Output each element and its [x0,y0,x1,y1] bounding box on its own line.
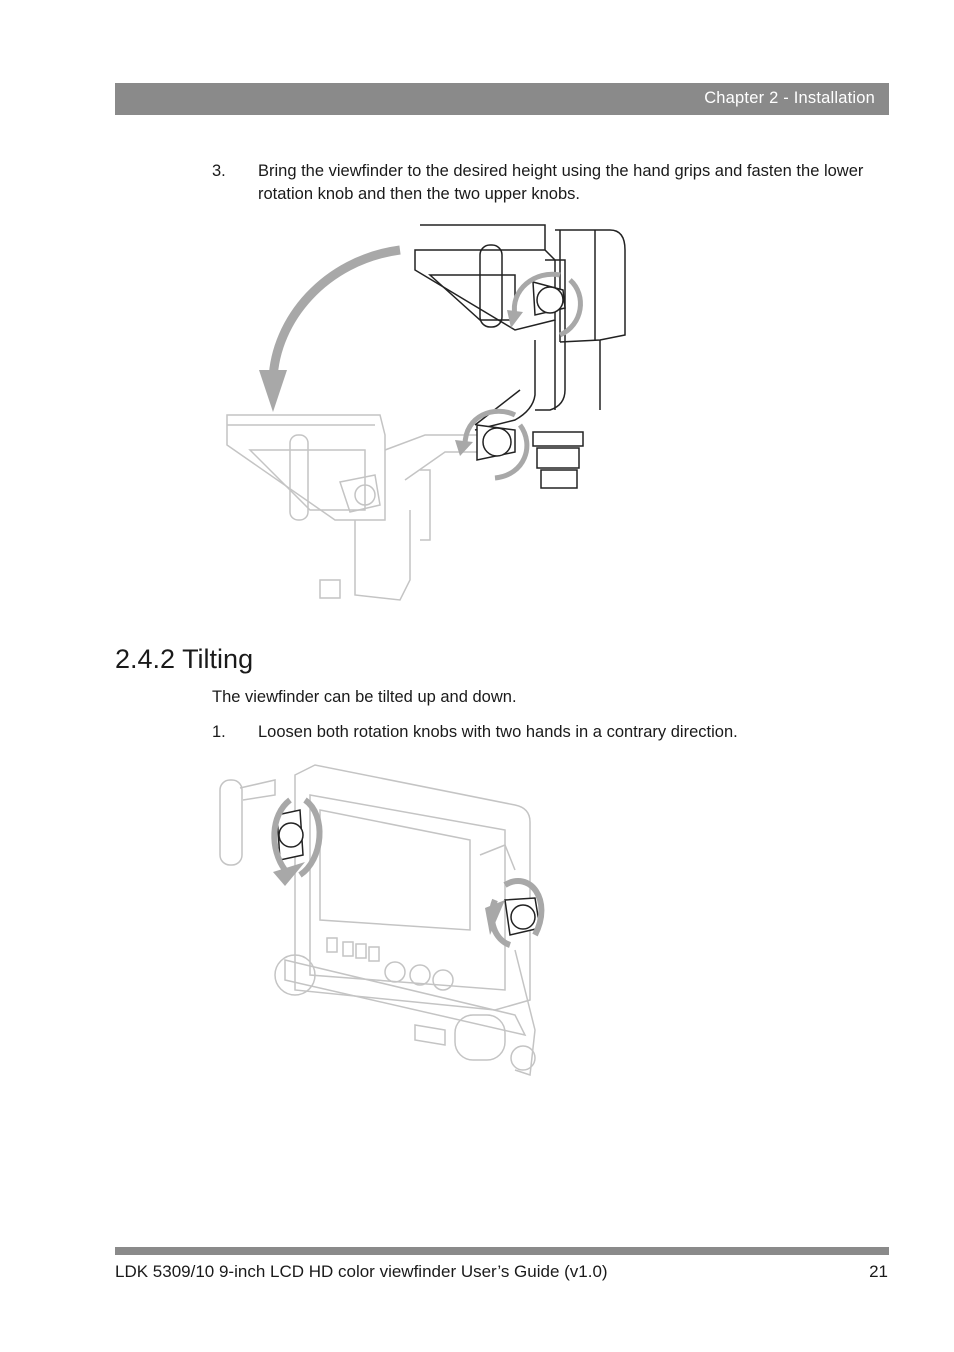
viewfinder-height-illustration [215,220,635,610]
step-number: 3. [212,162,226,180]
footer-bar [115,1247,889,1255]
step-text: Bring the viewfinder to the desired height using the hand grips and fasten the lower rotation knob and then the two upper knobs. [258,162,864,203]
page-number: 21 [869,1262,888,1281]
chapter-header-bar [115,83,889,115]
step-number: 1. [212,723,226,741]
section-intro: The viewfinder can be tilted up and down. [212,688,517,706]
chapter-title: Chapter 2 - Installation [704,89,875,107]
step-text: Loosen both rotation knobs with two hands in a contrary direction. [258,723,738,741]
footer-document-title: LDK 5309/10 9-inch LCD HD color viewfinder User’s Guide (v1.0) [115,1262,608,1281]
section-heading: 2.4.2 Tilting [115,644,254,674]
viewfinder-tilt-illustration [215,760,555,1090]
